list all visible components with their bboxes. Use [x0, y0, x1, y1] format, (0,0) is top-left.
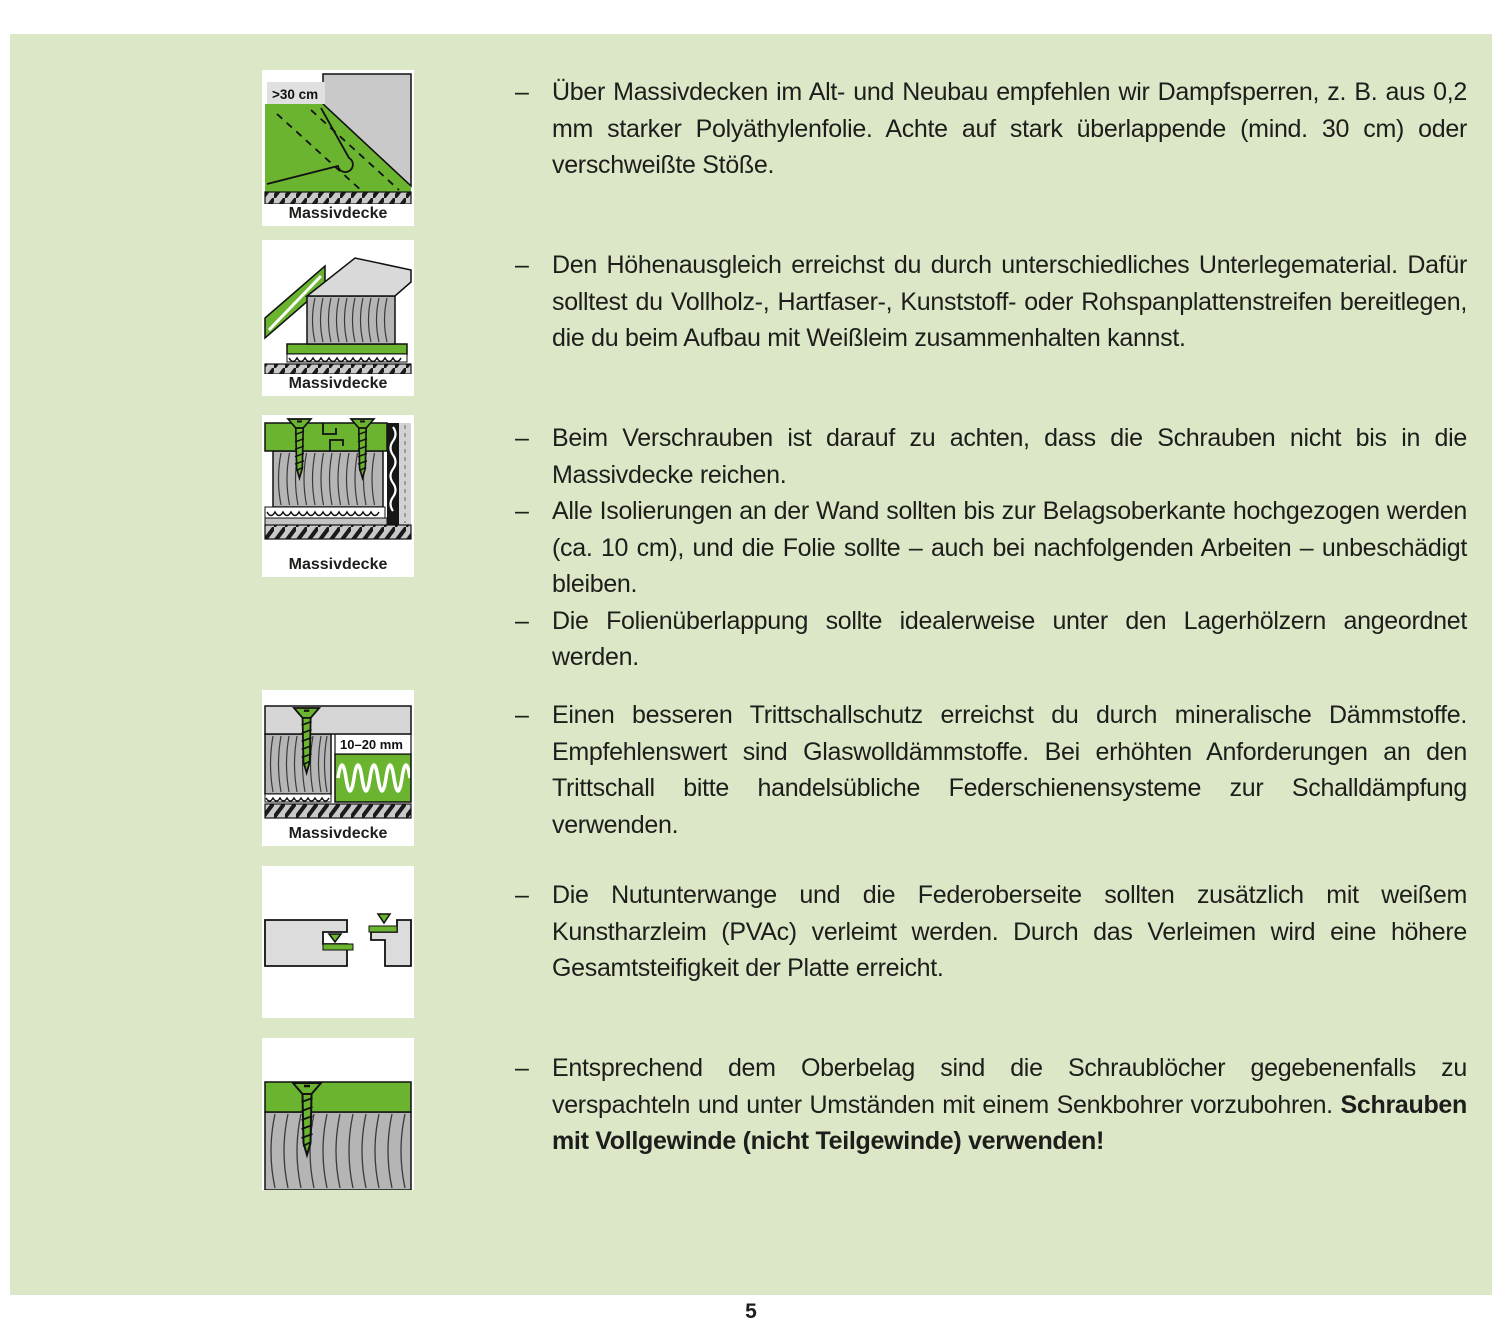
bullet-item	[515, 420, 1467, 493]
figure-caption: Massivdecke	[288, 205, 388, 222]
content-panel	[10, 34, 1492, 1295]
figure-tongue-groove	[262, 866, 414, 1018]
bullet-text: Die Folienüberlappung sollte idealerweise unter den Lagerhölzern angeordnet werden.	[552, 606, 1467, 671]
bullet-text: Die Nutunterwange und die Federoberseite sollten zusätzlich mit weißem Kunstharzleim (PVAc) verleimt werden. Durch das Verleimen wird eine höhere Gesamtsteifigkeit der Platte erreicht.	[552, 881, 1467, 982]
figure-caption: Massivdecke	[288, 825, 388, 842]
vapour-barrier-diagram-icon	[263, 70, 413, 204]
bullet-text: Beim Verschrauben ist darauf zu achten, dass die Schrauben nicht bis in die Massivdecke reichen.	[552, 424, 1467, 489]
height-compensation-diagram-icon	[263, 240, 413, 374]
bullet-item	[515, 877, 1467, 987]
dash-bullet: –	[515, 78, 529, 106]
bullet-item	[515, 697, 1467, 843]
text-block-vapour-barrier	[515, 74, 1467, 184]
figure-height-compensation	[262, 240, 414, 396]
bullet-text: Entsprechend dem Oberbelag sind die Schraublöcher gegebenenfalls zu verspachteln und unter Umständen mit einem Senkbohrer vorzubohren. Schrauben mit Vollgewinde (nicht Teilgewinde) verwenden!	[552, 1054, 1467, 1155]
text-block-impact-sound	[515, 697, 1467, 843]
figure-caption: Massivdecke	[288, 375, 388, 392]
dash-bullet: –	[515, 606, 529, 635]
bullet-text: Alle Isolierungen an der Wand sollten bis zur Belagsoberkante hochgezogen werden (ca. 10 cm), und die Folie sollte – auch bei nachfolgenden Arbeiten – unbeschädigt bleiben.	[552, 497, 1467, 598]
text-block-screwing	[515, 420, 1467, 676]
dash-bullet: –	[515, 1054, 529, 1082]
figure-vapour-barrier	[262, 70, 414, 226]
bullet-text: Über Massivdecken im Alt- und Neubau empfehlen wir Dampfsperren, z. B. aus 0,2 mm starker Polyäthylenfolie. Achte auf stark überlappende (mind. 30 cm) oder verschweißte Stöße.	[552, 78, 1467, 179]
dash-bullet: –	[515, 251, 529, 279]
figure-screw-top-layer	[262, 1038, 414, 1190]
bullet-item	[515, 1050, 1467, 1160]
bullet-item	[515, 247, 1467, 357]
figure-screwed-boards	[262, 415, 414, 577]
bullet-text: Einen besseren Trittschallschutz erreichst du durch mineralische Dämmstoffe. Empfehlenswert sind Glaswolldämmstoffe. Bei erhöhten Anforderungen an den Trittschall bitte handelsübliche Federschienensysteme zur Schalldämpfung verwenden.	[552, 701, 1467, 839]
bullet-item	[515, 603, 1467, 676]
dash-bullet: –	[515, 497, 529, 525]
figure-impact-sound	[262, 690, 414, 846]
text-block-screw-holes	[515, 1050, 1467, 1160]
screwed-boards-diagram-icon	[263, 415, 413, 555]
dash-bullet: –	[515, 424, 529, 452]
page-number: 5	[745, 1300, 757, 1323]
text-block-height-compensation	[515, 247, 1467, 357]
text-block-gluing	[515, 877, 1467, 987]
tongue-groove-diagram-icon	[263, 866, 413, 1018]
bullet-item	[515, 493, 1467, 603]
dash-bullet: –	[515, 701, 529, 729]
bullet-item	[515, 74, 1467, 184]
screw-top-layer-diagram-icon	[263, 1038, 413, 1190]
bullet-text: Den Höhenausgleich erreichst du durch unterschiedliches Unterlegematerial. Dafür solltest du Vollholz-, Hartfaser-, Kunststoff- oder Rohspanplattenstreifen bereitlegen, die du beim Aufbau mit Weißleim zusammenhalten kannst.	[552, 251, 1467, 352]
figure-top-label: >30 cm	[272, 87, 319, 102]
dash-bullet: –	[515, 881, 529, 909]
impact-sound-diagram-icon	[263, 690, 413, 824]
figure-caption: Massivdecke	[288, 556, 388, 573]
figure-inner-label: 10–20 mm	[340, 737, 403, 752]
